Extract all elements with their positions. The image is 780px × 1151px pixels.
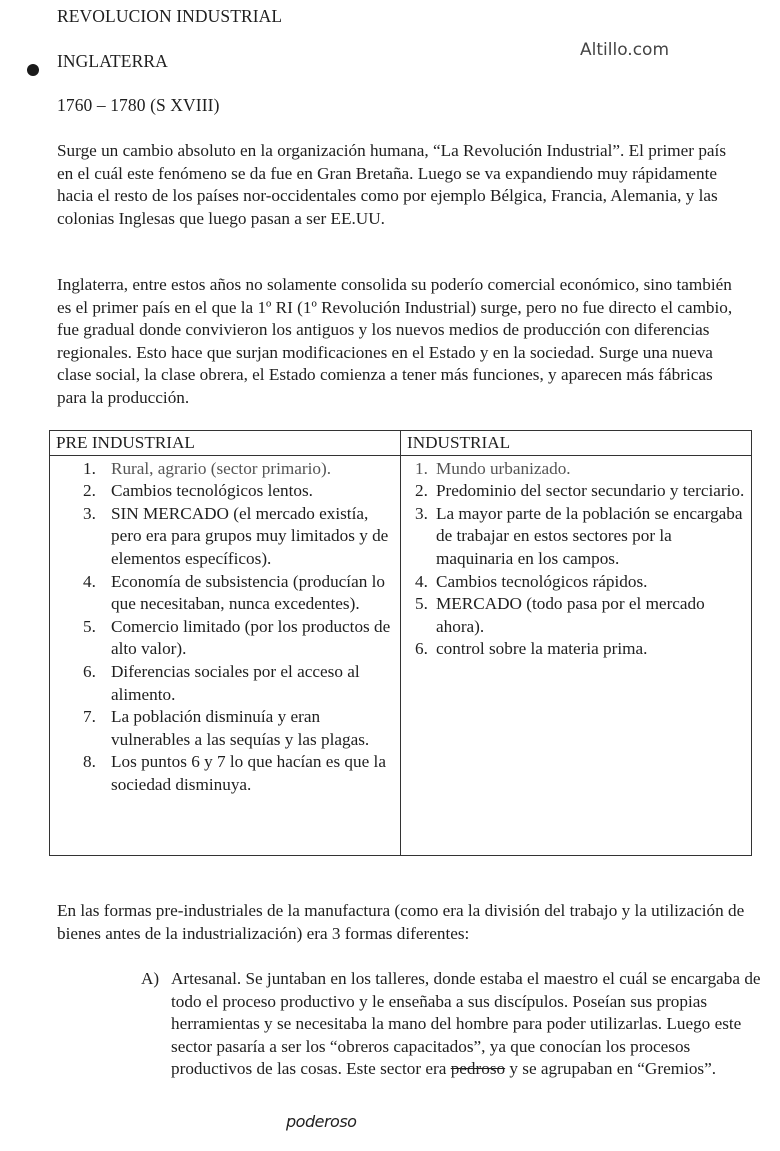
list-item: 6. control sobre la materia prima.: [415, 639, 648, 659]
header-industrial: INDUSTRIAL: [401, 431, 752, 456]
form-item-text: Artesanal. Se juntaban en los talleres, donde estaba el maestro el cuál se encargaba de todo el proceso productivo y le enseñaba a sus discípulos. Poseían sus propias herramientas y se necesitaba la mano del hombre para poder utilizarlas. Luego este sector pasaría a ser los “obreros capacitados”, ya que conocían los procesos productivos de las cosas. Este sector era pedroso y se agrupaban en “Gremios”.: [171, 969, 761, 1079]
list-item: 4. Cambios tecnológicos rápidos.: [415, 571, 648, 591]
handwritten-correction: poderoso: [286, 1112, 357, 1131]
list-item: 6. Diferencias sociales por el acceso al alimento.: [83, 661, 360, 704]
list-item: 7. La población disminuía y eran vulnerables a las sequías y las plagas.: [83, 707, 370, 749]
list-item: 8. Los puntos 6 y 7 lo que hacían es que la sociedad disminuya.: [83, 752, 386, 794]
comparison-table: [49, 430, 752, 856]
pre-industrial-list: [56, 458, 394, 797]
table-header-row: [50, 431, 752, 456]
form-item-a: [141, 968, 761, 1081]
table-row: [50, 455, 752, 855]
list-item: 3. La mayor parte de la población se encargaba de trabajar en estos sectores por la maquinaria en los campos.: [415, 503, 743, 568]
watermark: Altillo.com: [580, 40, 670, 60]
list-item: 5. Comercio limitado (por los productos de alto valor).: [83, 616, 391, 659]
list-item: 1. Mundo urbanizado.: [415, 458, 571, 478]
list-item: 1. Rural, agrario (sector primario).: [83, 458, 332, 478]
forms-intro-paragraph: En las formas pre-industriales de la manufactura (como era la división del trabajo y la utilización de bienes antes de la industrialización) era 3 formas diferentes:: [57, 901, 745, 943]
header-pre-industrial: PRE INDUSTRIAL: [50, 431, 401, 456]
years-heading: 1760 – 1780 (S XVIII): [57, 95, 220, 115]
list-item: 2. Predominio del sector secundario y terciario.: [415, 481, 745, 501]
list-item: 3. SIN MERCADO (el mercado existía, pero era para grupos muy limitados y de elementos específicos).: [83, 503, 389, 568]
industrial-list: [407, 458, 745, 661]
intro-paragraph: Surge un cambio absoluto en la organización humana, “La Revolución Industrial”. El primer país en el cuál este fenómeno se da fue en Gran Bretaña. Luego se va expandiendo muy rápidamente hacia el resto de los países nor-occidentales como por ejemplo Bélgica, Francia, Alemania, y las colonias Inglesas que luego pasan a ser EE.UU.: [57, 141, 727, 228]
country-heading: INGLATERRA: [57, 51, 168, 71]
pre-industrial-column: [50, 455, 401, 855]
form-item-letter: A): [141, 969, 160, 988]
bullet-dot-icon: [27, 64, 39, 76]
england-paragraph: Inglaterra, entre estos años no solamente consolida su poderío comercial económico, sino también es el primer país en el que la 1º RI (1º Revolución Industrial) surge, pero no fue directo el cambio, fue gradual donde convivieron los antiguos y los nuevos medios de producción con diferencias regionales. Esto hace que surjan modificaciones en el Estado y en la sociedad. Surge una nueva clase social, la clase obrera, el Estado comienza a tener más funciones, y aparecen más fábricas para la producción.: [57, 275, 733, 407]
list-item: 5. MERCADO (todo pasa por el mercado ahora).: [415, 594, 705, 636]
struck-word: pedroso: [450, 1059, 506, 1079]
document-title: REVOLUCION INDUSTRIAL: [57, 6, 283, 26]
list-item: 4. Economía de subsistencia (producían lo que necesitaban, nunca excedentes).: [83, 571, 385, 614]
list-item: 2. Cambios tecnológicos lentos.: [83, 481, 313, 501]
industrial-column: [401, 455, 752, 855]
